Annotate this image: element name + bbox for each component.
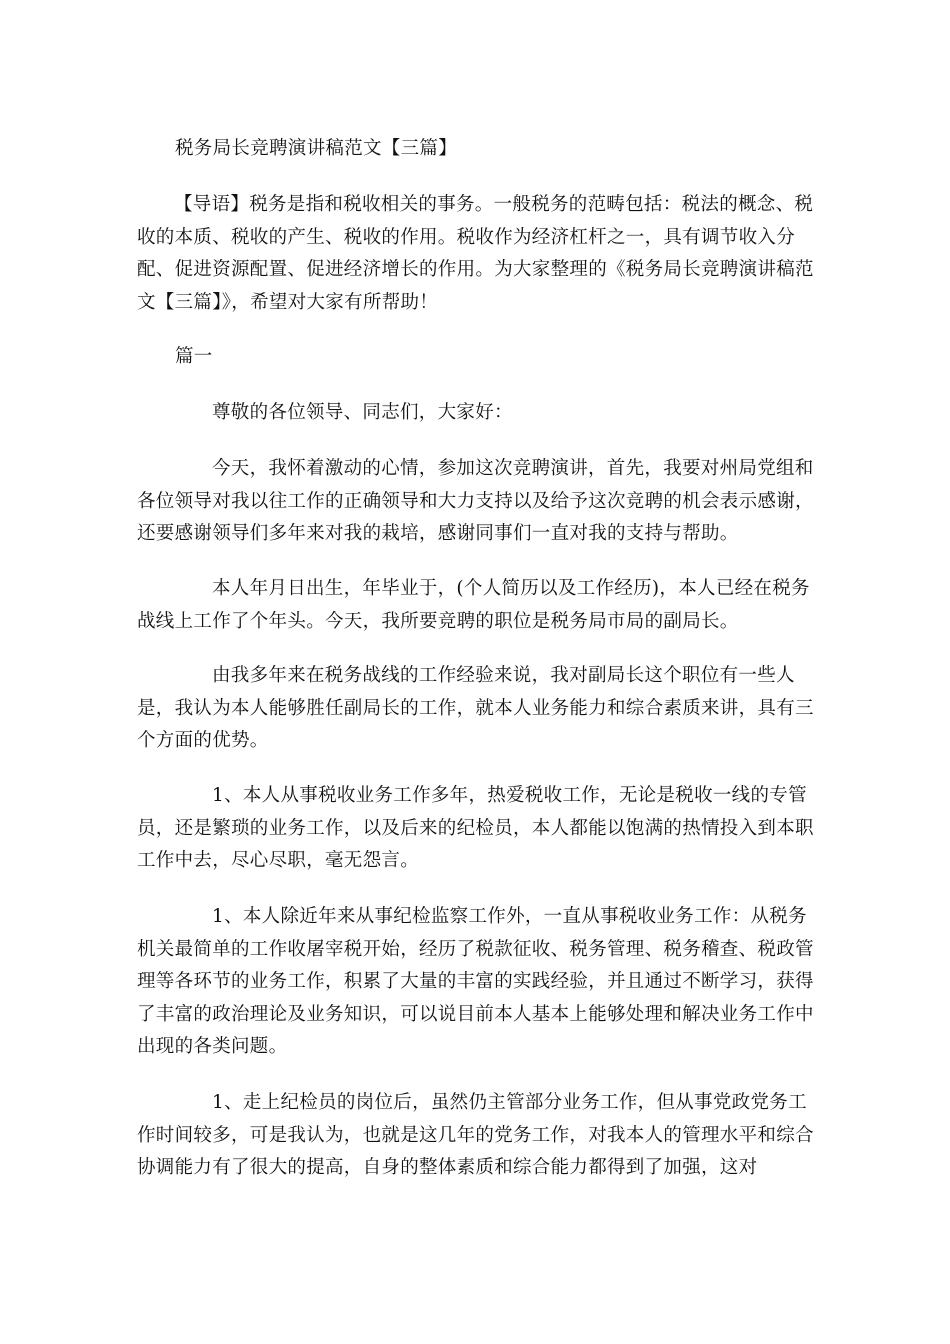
paragraph-greeting: 尊敬的各位领导、同志们，大家好： — [212, 402, 513, 423]
section-title: 篇一 — [175, 346, 213, 367]
paragraph-4: 1、本人从事税收业务工作多年，热爱税收工作，无论是税收一线的专管员，还是繁琐的业务工作，以及后来的纪检员，本人都能以饱满的热情投入到本职工作中去，尽心尽职，毫无怨言。 — [137, 785, 814, 871]
paragraph-2: 本人年月日出生，年毕业于，(个人简历以及工作经历)，本人已经在税务战线上工作了个年头。今天，我所要竞聘的职位是税务局市局的副局长。 — [137, 578, 810, 632]
paragraph-3: 由我多年来在税务战线的工作经验来说，我对副局长这个职位有一些人是，我认为本人能够胜任副局长的工作，就本人业务能力和综合素质来讲，具有三个方面的优势。 — [137, 665, 814, 751]
intro-paragraph: 【导语】税务是指和税收相关的事务。一般税务的范畴包括：税法的概念、税收的本质、税收的产生、税收的作用。税收作为经济杠杆之一，具有调节收入分配、促进资源配置、促进经济增长的作用。为大家整理的《税务局长竞聘演讲稿范文【三篇】》，希望对大家有所帮助！ — [137, 194, 814, 313]
document-title: 税务局长竞聘演讲稿范文【三篇】 — [175, 138, 458, 159]
paragraph-6: 1、走上纪检员的岗位后，虽然仍主管部分业务工作，但从事党政党务工作时间较多，可是我认为，也就是这几年的党务工作，对我本人的管理水平和综合协调能力有了很大的提高，自身的整体素质和综合能力都得到了加强，这对 — [137, 1092, 814, 1178]
paragraph-5: 1、本人除近年来从事纪检监察工作外，一直从事税收业务工作：从税务机关最简单的工作收屠宰税开始，经历了税款征收、税务管理、税务稽查、税政管理等各环节的业务工作，积累了大量的丰富的实践经验，并且通过不断学习，获得了丰富的政治理论及业务知识，可以说目前本人基本上能够处理和解决业务工作中出现的各类问题。 — [137, 906, 814, 1057]
paragraph-1: 今天，我怀着激动的心情，参加这次竞聘演讲，首先，我要对州局党组和各位领导对我以往工作的正确领导和大力支持以及给予这次竞聘的机会表示感谢，还要感谢领导们多年来对我的栽培，感谢同事们一直对我的支持与帮助。 — [137, 458, 814, 544]
